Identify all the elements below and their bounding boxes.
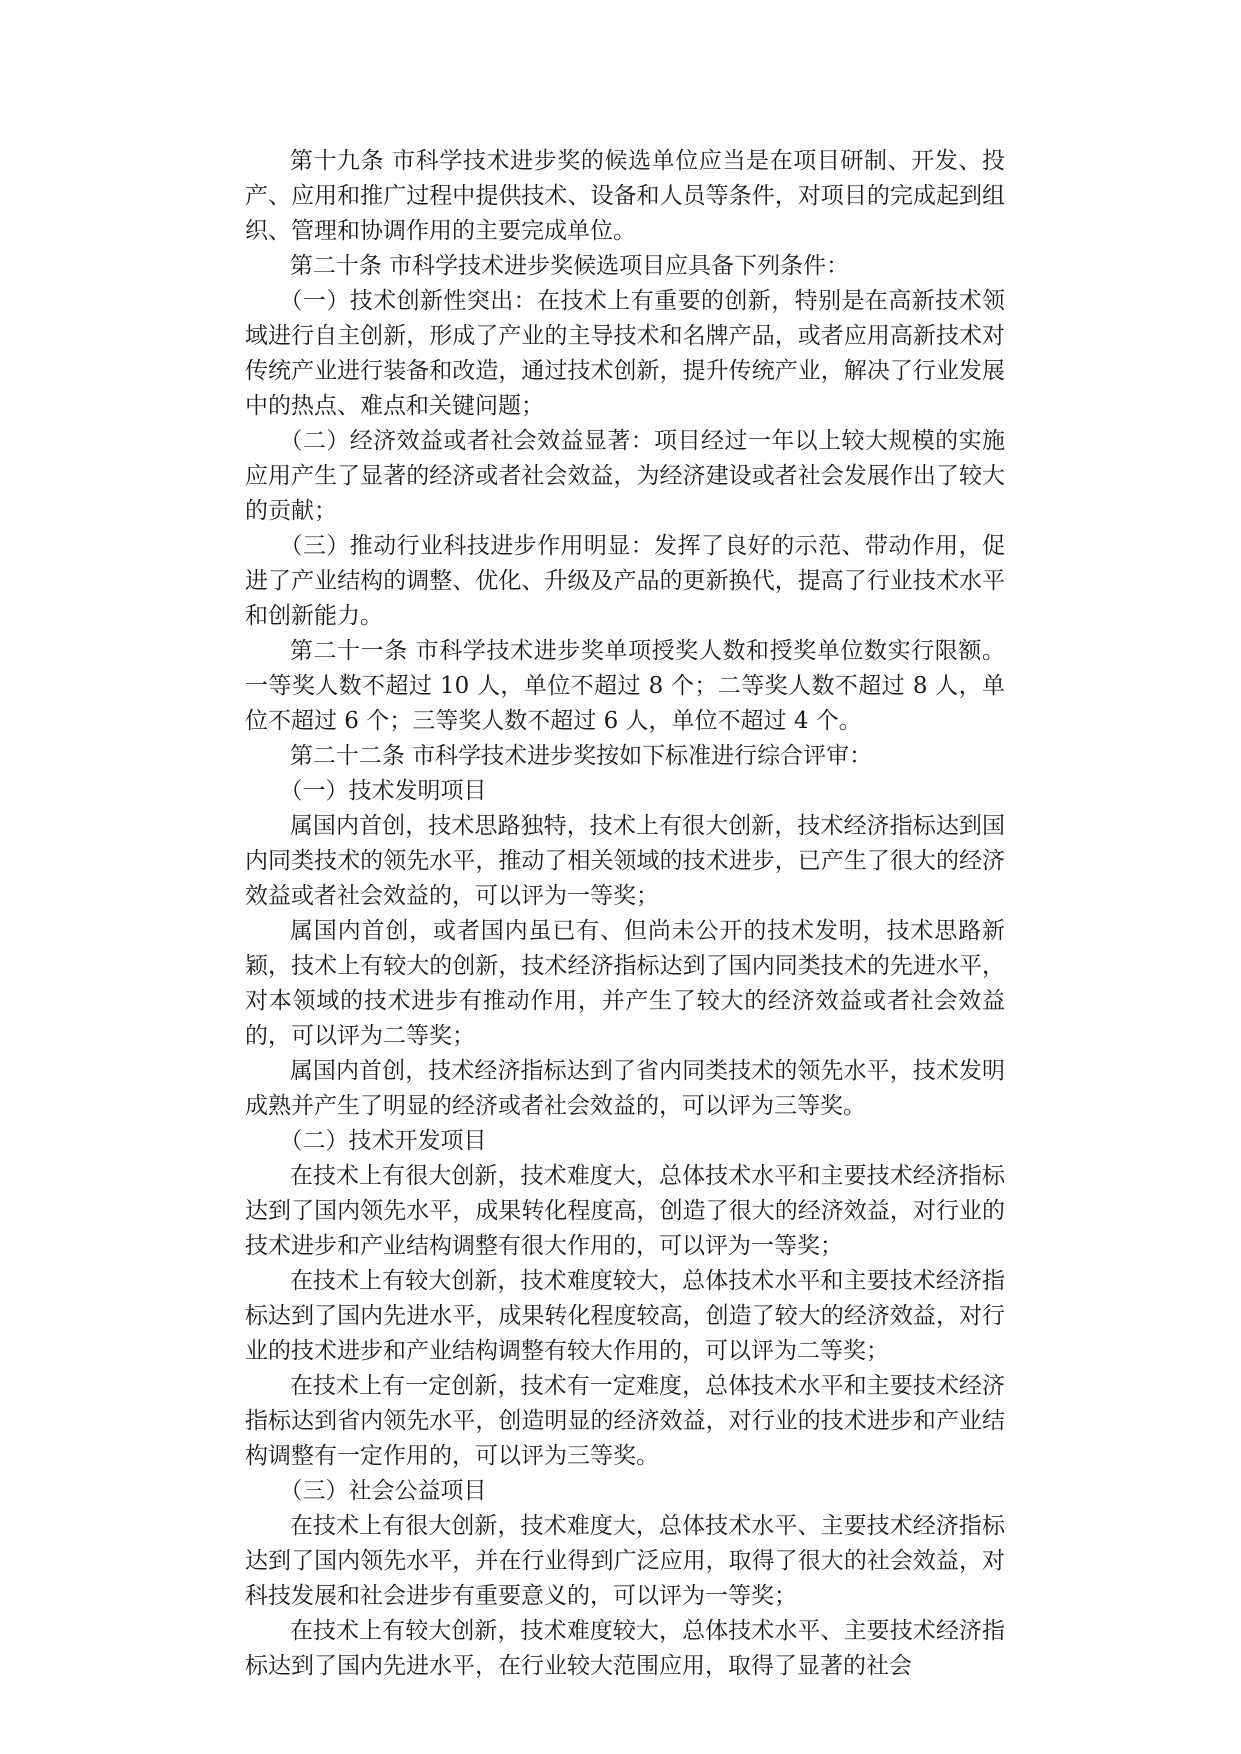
article-21-paragraph: 第二十一条 市科学技术进步奖单项授奖人数和授奖单位数实行限额。一等奖人数不超过 10 人，单位不超过 8 个；二等奖人数不超过 8 人，单位不超过 6 个；三等奖人数不超过 6 人，单位不超过 4 个。	[245, 638, 1005, 734]
development-third-prize: 在技术上有一定创新，技术有一定难度，总体技术水平和主要技术经济指标达到省内领先水平，创造明显的经济效益，对行业的技术进步和产业结构调整有一定作用的，可以评为三等奖。	[245, 1373, 1005, 1469]
document-body	[245, 144, 1005, 1684]
invention-second-prize: 属国内首创，或者国内虽已有、但尚未公开的技术发明，技术思路新颖，技术上有较大的创新，技术经济指标达到了国内同类技术的先进水平，对本领域的技术进步有推动作用，并产生了较大的经济效益或者社会效益的，可以评为二等奖；	[245, 918, 1005, 1049]
public-welfare-second-prize: 在技术上有较大创新，技术难度较大，总体技术水平、主要技术经济指标达到了国内先进水平，在行业较大范围应用，取得了显著的社会	[245, 1618, 1005, 1679]
article-20-item-1: （一）技术创新性突出：在技术上有重要的创新，特别是在高新技术领域进行自主创新，形成了产业的主导技术和名牌产品，或者应用高新技术对传统产业进行装备和改造，通过技术创新，提升传统产业，解决了行业发展中的热点、难点和关键问题；	[245, 288, 1005, 419]
public-welfare-first-prize: 在技术上有很大创新，技术难度大，总体技术水平、主要技术经济指标达到了国内领先水平，并在行业得到广泛应用，取得了很大的社会效益，对科技发展和社会进步有重要意义的，可以评为一等奖；	[245, 1513, 1005, 1609]
section-heading-public-welfare: （三）社会公益项目	[279, 1478, 487, 1504]
article-20-item-2: （二）经济效益或者社会效益显著：项目经过一年以上较大规模的实施应用产生了显著的经济或者社会效益，为经济建设或者社会发展作出了较大的贡献；	[245, 428, 1005, 524]
section-heading-development: （二）技术开发项目	[279, 1128, 487, 1154]
development-first-prize: 在技术上有很大创新，技术难度大，总体技术水平和主要技术经济指标达到了国内领先水平，成果转化程度高，创造了很大的经济效益，对行业的技术进步和产业结构调整有很大作用的，可以评为一等奖；	[245, 1163, 1005, 1259]
article-19-paragraph: 第十九条 市科学技术进步奖的候选单位应当是在项目研制、开发、投产、应用和推广过程中提供技术、设备和人员等条件，对项目的完成起到组织、管理和协调作用的主要完成单位。	[245, 148, 1005, 244]
section-heading-invention: （一）技术发明项目	[279, 778, 487, 804]
invention-first-prize: 属国内首创，技术思路独特，技术上有很大创新，技术经济指标达到国内同类技术的领先水平，推动了相关领域的技术进步，已产生了很大的经济效益或者社会效益的，可以评为一等奖；	[245, 813, 1005, 909]
invention-third-prize: 属国内首创，技术经济指标达到了省内同类技术的领先水平，技术发明成熟并产生了明显的经济或者社会效益的，可以评为三等奖。	[245, 1058, 1005, 1119]
development-second-prize: 在技术上有较大创新，技术难度较大，总体技术水平和主要技术经济指标达到了国内先进水平，成果转化程度较高，创造了较大的经济效益，对行业的技术进步和产业结构调整有较大作用的，可以评为二等奖；	[245, 1268, 1005, 1364]
article-20-item-3: （三）推动行业科技进步作用明显：发挥了良好的示范、带动作用，促进了产业结构的调整、优化、升级及产品的更新换代，提高了行业技术水平和创新能力。	[245, 533, 1005, 629]
article-22-paragraph: 第二十二条 市科学技术进步奖按如下标准进行综合评审：	[289, 743, 873, 769]
article-20-paragraph: 第二十条 市科学技术进步奖候选项目应具备下列条件：	[289, 253, 850, 279]
